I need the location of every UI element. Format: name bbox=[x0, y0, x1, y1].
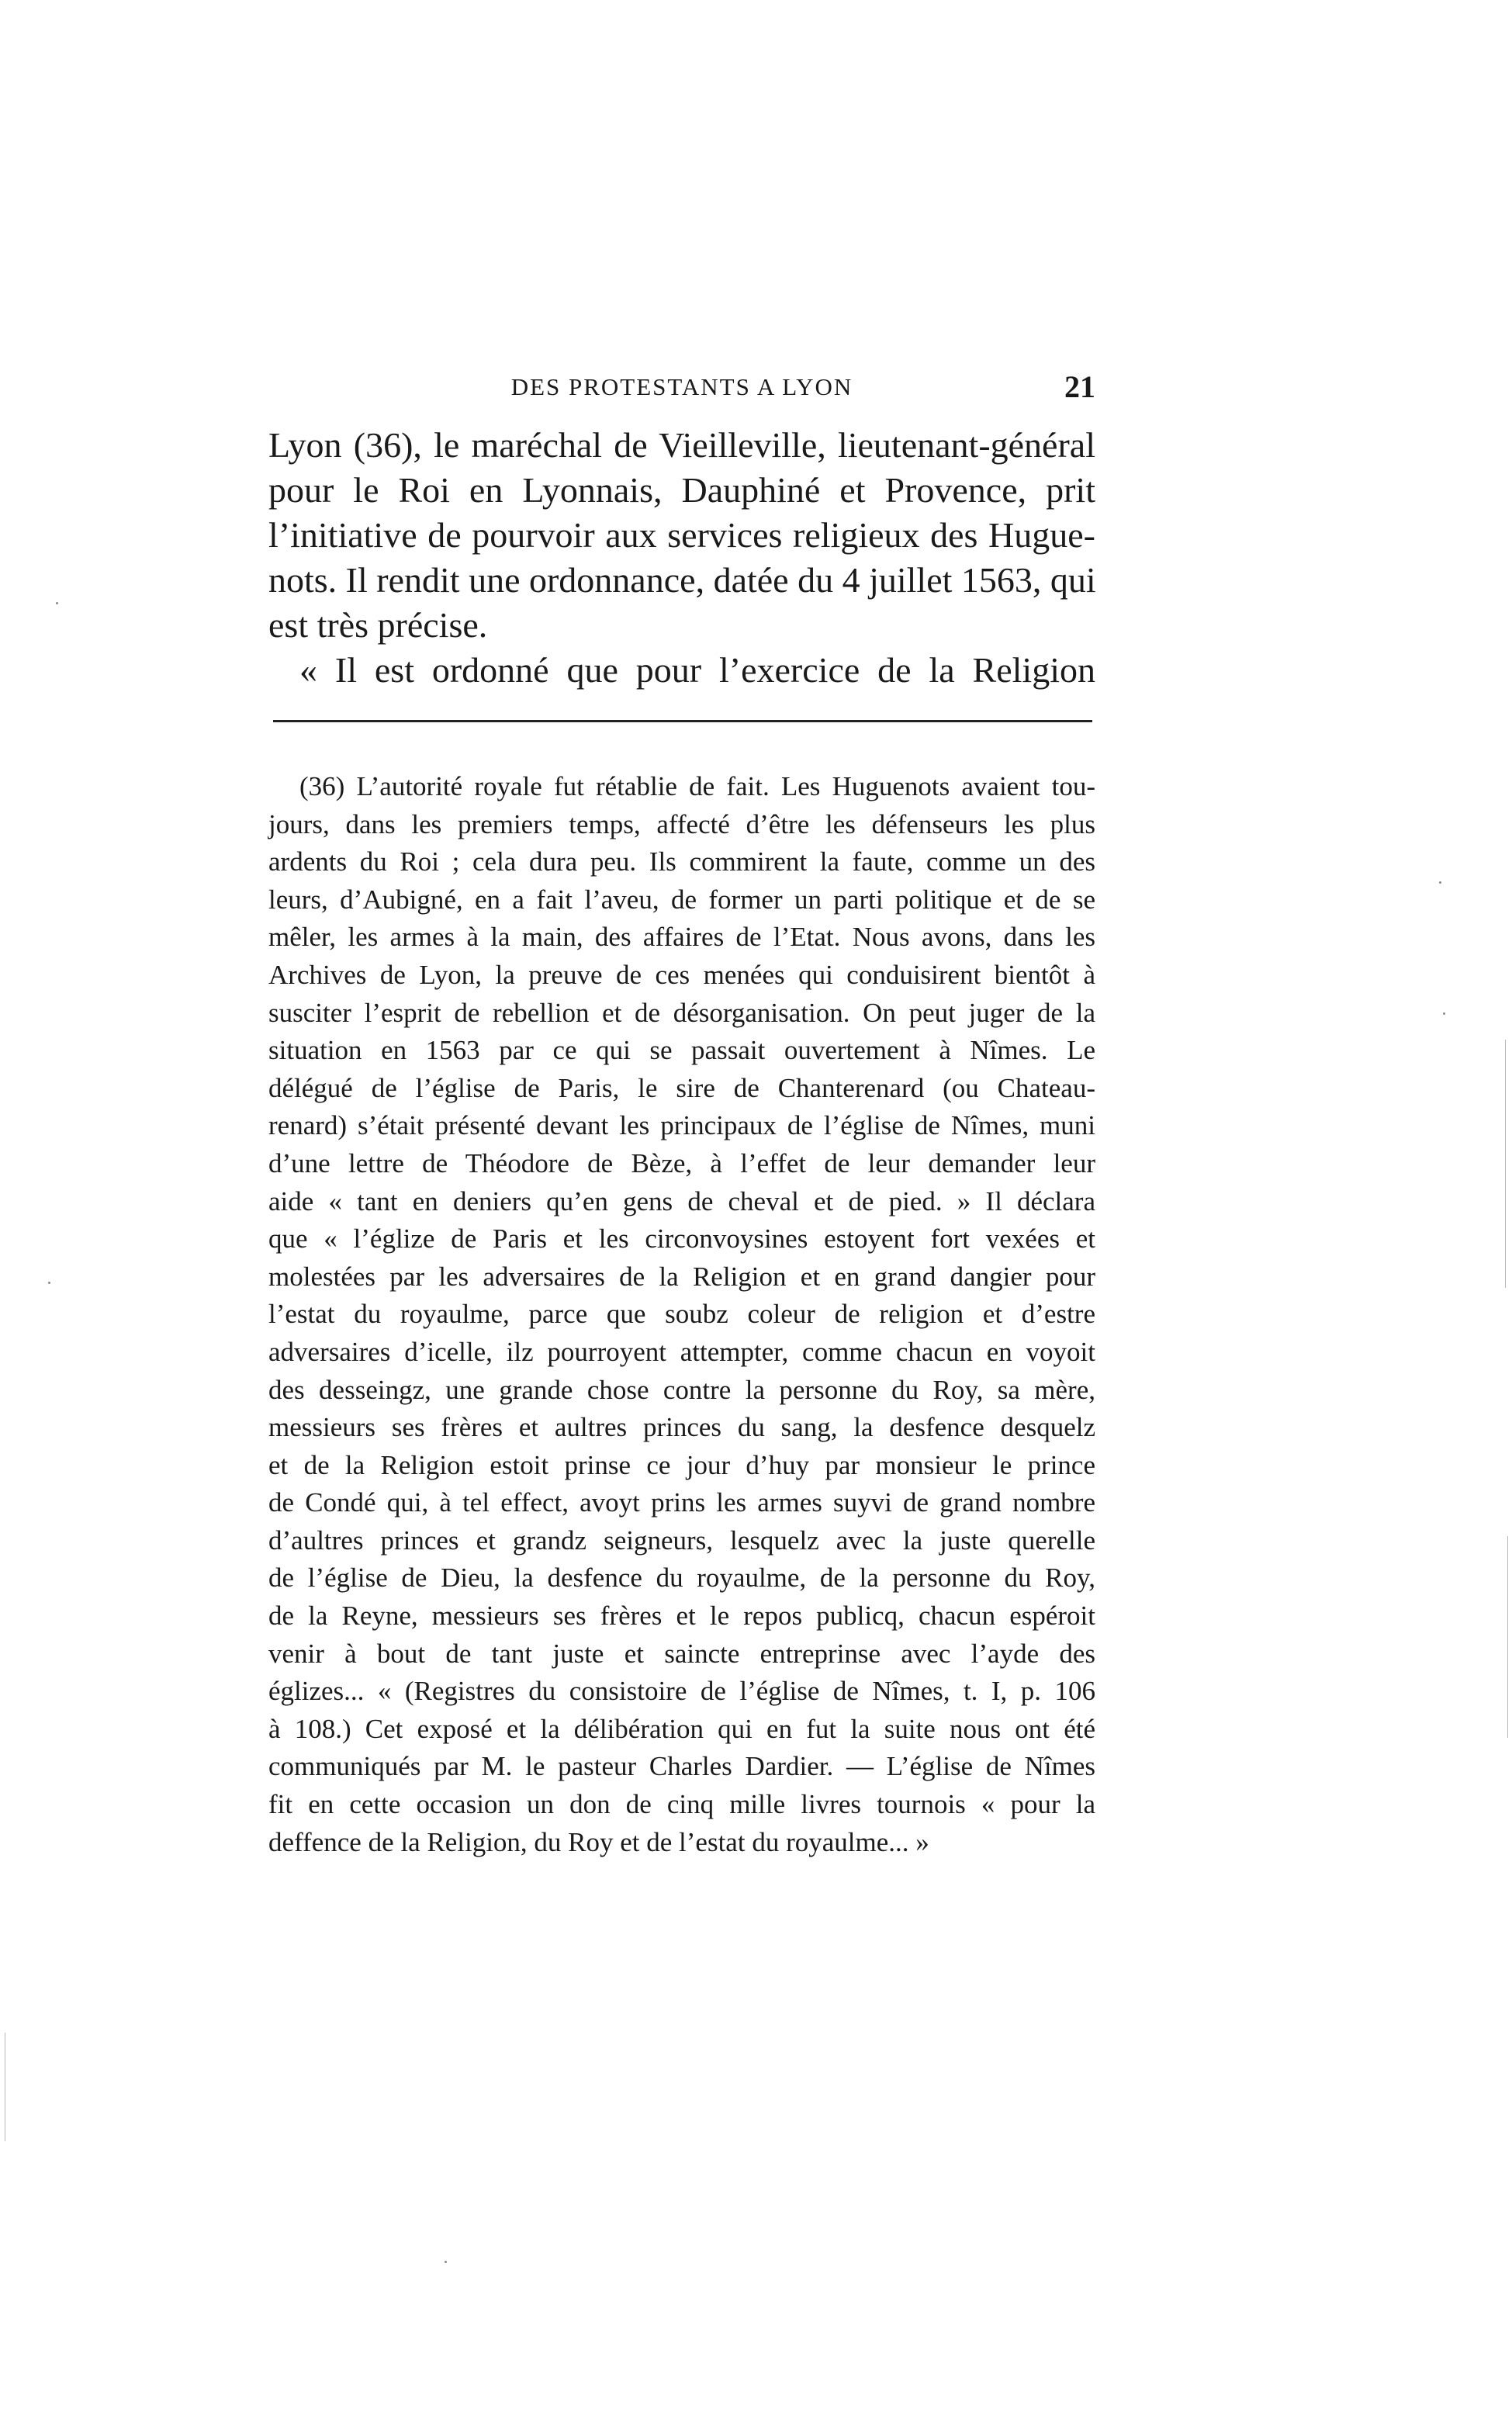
footnote-line: Archives de Lyon, la preuve de ces menées qui conduisirent bientôt à bbox=[268, 959, 1095, 990]
footnote-line: messieurs ses frères et aultres princes du sang, la desfence desquelz bbox=[268, 1412, 1095, 1443]
footnote-separator bbox=[273, 720, 1092, 722]
footnote-line: d’une lettre de Théodore de Bèze, à l’effet de leur demander leur bbox=[268, 1147, 1095, 1178]
scan-speck bbox=[445, 2261, 447, 2263]
page-number: 21 bbox=[1064, 369, 1095, 404]
scan-speck bbox=[56, 602, 58, 604]
footnote-line: églizes... « (Registres du consistoire de l’église de Nîmes, t. I, p. 106 bbox=[268, 1676, 1095, 1707]
footnote-line: situation en 1563 par ce qui se passait ouvertement à Nîmes. Le bbox=[268, 1035, 1095, 1066]
scan-speck bbox=[1443, 1012, 1445, 1015]
text-line: Lyon (36), le maréchal de Vieilleville, lieutenant-général bbox=[268, 425, 1095, 465]
running-title: DES PROTESTANTS A LYON bbox=[510, 373, 853, 400]
text-line: « Il est ordonné que pour l’exercice de la Religion bbox=[299, 650, 1095, 690]
running-head bbox=[268, 368, 1095, 407]
footnote-line: molestées par les adversaires de la Religion et en grand dangier pour bbox=[268, 1261, 1095, 1292]
footnote-line: de la Reyne, messieurs ses frères et le repos publicq, chacun espéroit bbox=[268, 1601, 1095, 1632]
footnote-line: d’aultres princes et grandz seigneurs, lesquelz avec la juste querelle bbox=[268, 1524, 1095, 1556]
footnote-line: (36) L’autorité royale fut rétablie de fait. Les Huguenots avaient tou- bbox=[299, 771, 1095, 801]
footnote-line: renard) s’était présenté devant les principaux de l’église de Nîmes, muni bbox=[268, 1110, 1095, 1141]
scan-speck bbox=[1439, 881, 1441, 884]
text-line: pour le Roi en Lyonnais, Dauphiné et Provence, prit bbox=[268, 470, 1095, 510]
footnote-36 bbox=[268, 768, 1095, 1861]
text-line: l’initiative de pourvoir aux services religieux des Hugue- bbox=[268, 515, 1095, 555]
footnote-line: deffence de la Religion, du Roy et de l’estat du royaulme... » bbox=[268, 1826, 929, 1857]
footnote-line: à 108.) Cet exposé et la délibération qui en fut la suite nous ont été bbox=[268, 1713, 1095, 1744]
footnote-line: venir à bout de tant juste et saincte entreprinse avec l’ayde des bbox=[268, 1638, 1095, 1669]
footnote-line: que « l’églize de Paris et les circonvoysines estoyent fort vexées et bbox=[268, 1223, 1095, 1255]
footnote-line: mêler, les armes à la main, des affaires de l’Etat. Nous avons, dans les bbox=[268, 922, 1095, 953]
footnote-line: et de la Religion estoit prinse ce jour d’huy par monsieur le prince bbox=[268, 1449, 1095, 1480]
text-line: est très précise. bbox=[268, 605, 488, 645]
scan-edge-mark bbox=[1507, 1536, 1508, 1738]
footnote-line: l’estat du royaulme, parce que soubz coleur de religion et d’estre bbox=[268, 1299, 1095, 1330]
scan-speck bbox=[48, 1282, 50, 1284]
main-text bbox=[268, 423, 1095, 693]
footnote-line: des desseingz, une grande chose contre la personne du Roy, sa mère, bbox=[268, 1374, 1095, 1405]
footnote-line: ardents du Roi ; cela dura peu. Ils commirent la faute, comme un des bbox=[268, 846, 1095, 877]
footnote-line: délégué de l’église de Paris, le sire de Chanterenard (ou Chateau- bbox=[268, 1072, 1095, 1103]
footnote-line: de l’église de Dieu, la desfence du royaulme, de la personne du Roy, bbox=[268, 1563, 1095, 1594]
scan-edge-mark bbox=[1505, 1040, 1506, 1288]
footnote-line: communiqués par M. le pasteur Charles Dardier. — L’église de Nîmes bbox=[268, 1751, 1095, 1782]
footnote-line: susciter l’esprit de rebellion et de désorganisation. On peut juger de la bbox=[268, 997, 1095, 1028]
footnote-line: fit en cette occasion un don de cinq mille livres tournois « pour la bbox=[268, 1789, 1095, 1820]
footnote-line: de Condé qui, à tel effect, avoyt prins les armes suyvi de grand nombre bbox=[268, 1487, 1095, 1518]
footnote-line: aide « tant en deniers qu’en gens de cheval et de pied. » Il déclara bbox=[268, 1185, 1095, 1216]
footnote-line: leurs, d’Aubigné, en a fait l’aveu, de former un parti politique et de se bbox=[268, 884, 1095, 915]
text-line: nots. Il rendit une ordonnance, datée du 4 juillet 1563, qui bbox=[268, 560, 1096, 600]
footnote-line: adversaires d’icelle, ilz pourroyent attempter, comme chacun en voyoit bbox=[268, 1336, 1095, 1367]
footnote-line: jours, dans les premiers temps, affecté d’être les défenseurs les plus bbox=[268, 808, 1095, 839]
